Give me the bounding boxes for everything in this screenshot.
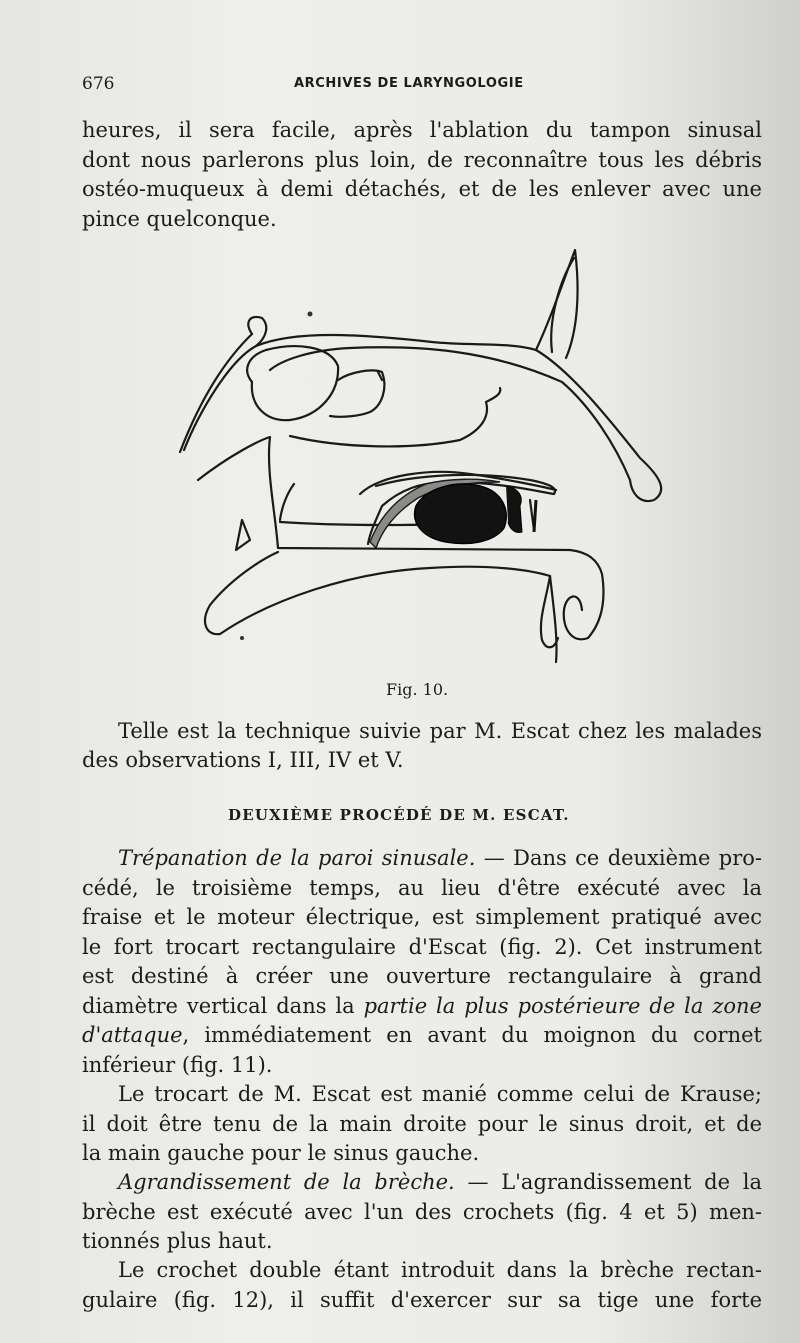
paragraph-trocart: [82, 1080, 762, 1169]
text-line: tionnés plus haut.: [82, 1229, 273, 1253]
text-line: brèche est exécuté avec l'un des crochets (fig. 4 et 5) men-: [82, 1199, 762, 1224]
paragraph-technique-end: [82, 746, 762, 776]
text-line: fraise et le moteur électrique, est simplement pratiqué avec: [82, 905, 762, 929]
paragraph-crochet: [82, 1256, 762, 1315]
nasal-cavity-illustration: [170, 230, 680, 670]
figure-nasal-cavity: [170, 230, 680, 670]
page-number: 676: [82, 74, 115, 94]
text-line: Agrandissement de la brèche. — L'agrandissement de la: [118, 1170, 762, 1194]
text-line: cédé, le troisième temps, au lieu d'être exécuté avec la: [82, 875, 762, 900]
sinus-opening: [415, 484, 507, 543]
text-line: ostéo-muqueux à demi détachés, et de les enlever avec une: [82, 177, 762, 201]
turbinate-remnant: [506, 486, 522, 533]
running-title: ARCHIVES DE LARYNGOLOGIE: [294, 76, 524, 91]
text-line: gulaire (fig. 12), il suffit d'exercer sur sa tige une forte: [82, 1287, 762, 1312]
section-title: DEUXIÈME PROCÉDÉ DE M. ESCAT.: [228, 806, 570, 824]
figure-caption: Fig. 10.: [386, 680, 449, 699]
paragraph-heading: Agrandissement de la brèche.: [118, 1170, 455, 1194]
text-line: pince quelconque.: [82, 206, 277, 231]
text-line: Le crochet double étant introduit dans la brèche rectan-: [118, 1258, 762, 1282]
text-line: inférieur (fig. 11).: [82, 1052, 273, 1077]
text-line: il doit être tenu de la main droite pour le sinus droit, et de: [82, 1111, 762, 1136]
text-line: diamètre vertical dans la partie la plus postérieure de la zone: [82, 993, 762, 1018]
text-line: dont nous parlerons plus loin, de reconnaître tous les débris: [82, 147, 762, 172]
text-line: le fort trocart rectangulaire d'Escat (fig. 2). Cet instrument: [82, 934, 762, 959]
text-line: Trépanation de la paroi sinusale. — Dans ce deuxième pro-: [118, 846, 762, 870]
text-line: Le trocart de M. Escat est manié comme celui de Krause;: [118, 1082, 762, 1106]
paragraph-technique: [118, 717, 762, 747]
text-line: Telle est la technique suivie par M. Escat chez les malades: [118, 719, 762, 743]
text-line: des observations I, III, IV et V.: [82, 748, 404, 772]
paragraph-trepanation: [82, 844, 762, 1080]
text-line: la main gauche pour le sinus gauche.: [82, 1141, 480, 1165]
page-header: [82, 74, 760, 98]
text-line: d'attaque, immédiatement en avant du moignon du cornet: [82, 1023, 762, 1047]
text-line: heures, il sera facile, après l'ablation du tampon sinusal: [82, 118, 762, 142]
paragraph-heading: Trépanation de la paroi sinusale.: [118, 846, 476, 870]
paragraph-agrandissement: [82, 1168, 762, 1257]
text-line: est destiné à créer une ouverture rectangulaire à grand: [82, 964, 762, 988]
paragraph-continuation: [82, 116, 762, 234]
